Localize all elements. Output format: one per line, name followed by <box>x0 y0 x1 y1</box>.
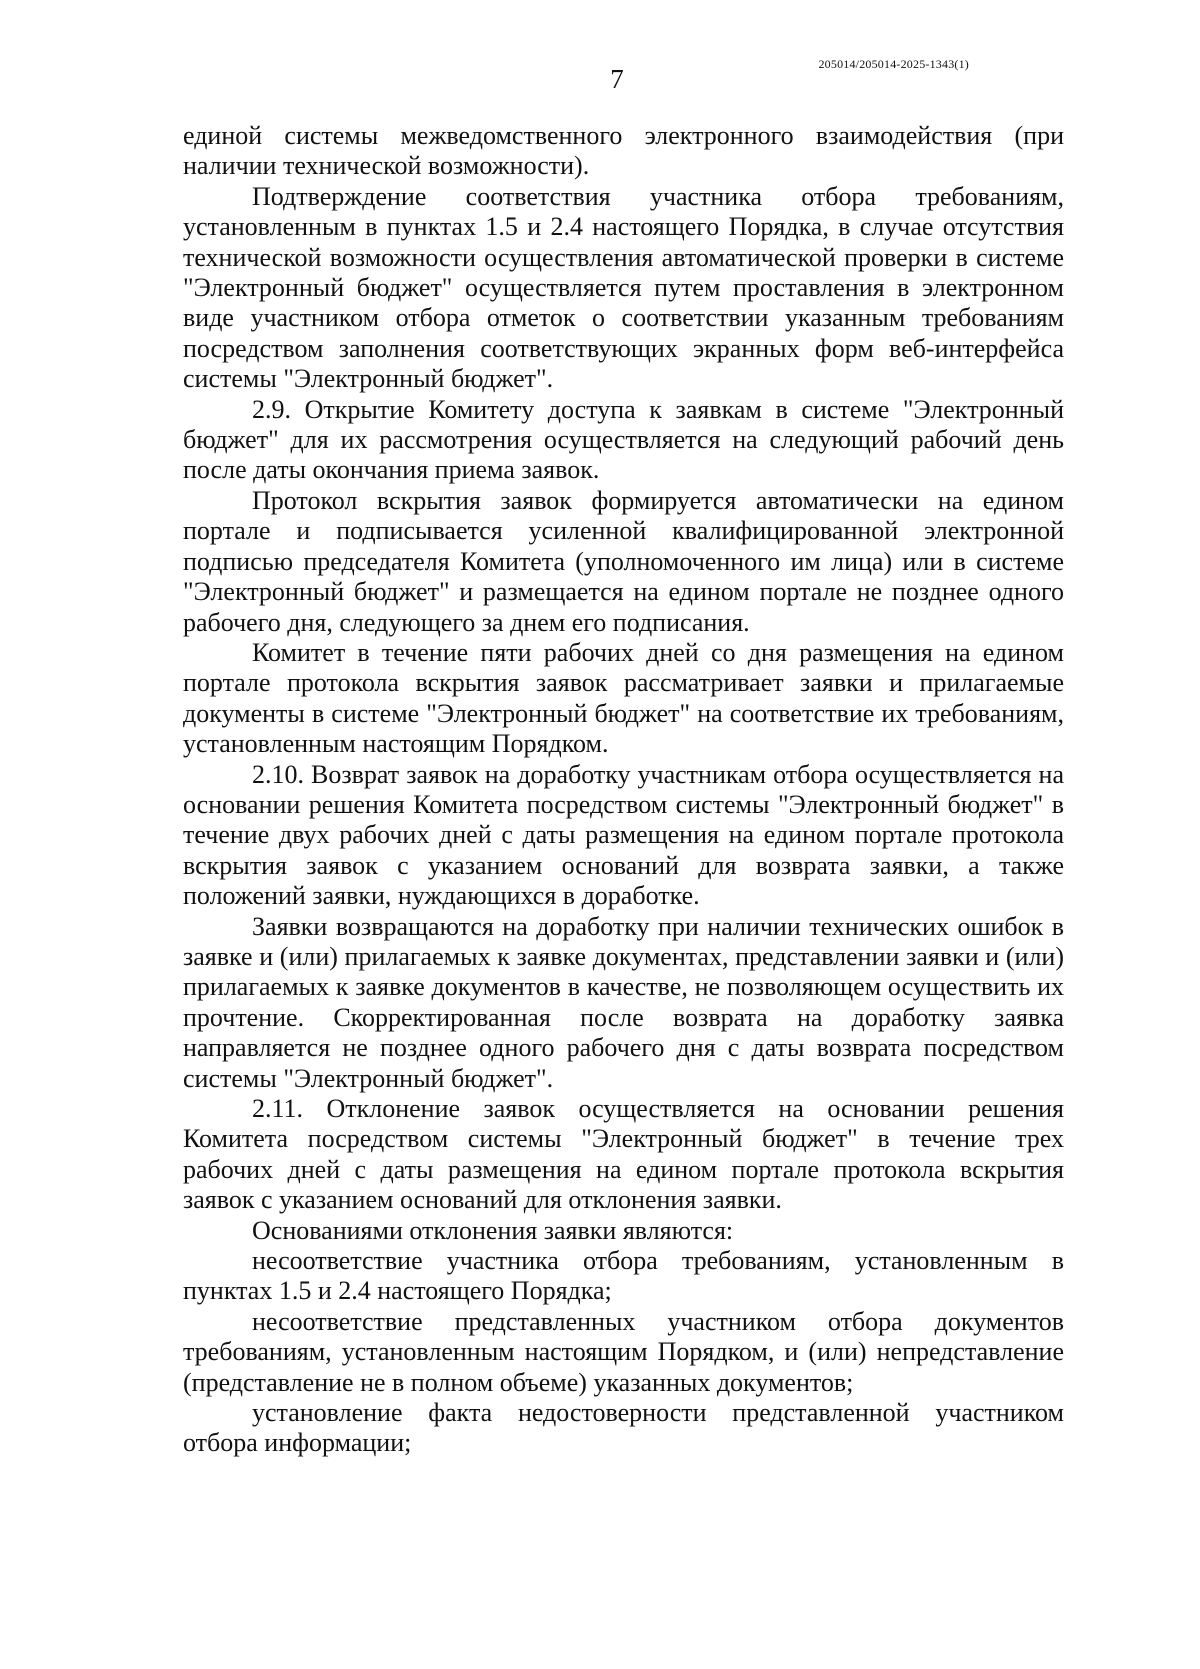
document-code: 205014/205014-2025-1343(1) <box>818 57 969 71</box>
paragraph: Комитет в течение пяти рабочих дней со дня размещения на едином портале протокола вскрытия заявок рассматривает заявки и прилагаемые документы в системе "Электронный бюджет" на соответствие их требованиям, установленным настоящим Порядком. <box>183 637 1064 759</box>
paragraph: Подтверждение соответствия участника отбора требованиям, установленным в пунктах 1.5 и 2.4 настоящего Порядка, в случае отсутствия технической возможности осуществления автоматической проверки в системе "Электронный бюджет" осуществляется путем проставления в электронном виде участником отбора отметок о соответствии указанным требованиям посредством заполнения соответствующих экранных форм веб-интерфейса системы "Электронный бюджет". <box>183 181 1064 394</box>
page-number: 7 <box>610 64 624 94</box>
paragraph-continued: единой системы межведомственного электронного взаимодействия (при наличии технической возможности). <box>183 121 1064 181</box>
rejection-ground-item: установление факта недостоверности представленной участником отбора информации; <box>183 1398 1064 1458</box>
paragraph-section-2-11: 2.11. Отклонение заявок осуществляется на основании решения Комитета посредством системы "Электронный бюджет" в течение трех рабочих дней с даты размещения на едином портале протокола вскрытия заявок с указанием оснований для отклонения заявки. <box>183 1094 1064 1215</box>
rejection-ground-item: несоответствие участника отбора требованиям, установленным в пунктах 1.5 и 2.4 настоящего Порядка; <box>183 1246 1064 1306</box>
paragraph: Основаниями отклонения заявки являются: <box>252 1215 734 1245</box>
document-body <box>183 121 1064 1459</box>
paragraph-section-2-10: 2.10. Возврат заявок на доработку участникам отбора осуществляется на основании решения Комитета посредством системы "Электронный бюджет" в течение двух рабочих дней с даты размещения на едином портале протокола вскрытия заявок с указанием оснований для возврата заявки, а также положений заявки, нуждающихся в доработке. <box>183 759 1064 911</box>
paragraph-section-2-9: 2.9. Открытие Комитету доступа к заявкам в системе "Электронный бюджет" для их рассмотрения осуществляется на следующий рабочий день после даты окончания приема заявок. <box>183 394 1064 485</box>
paragraph: Заявки возвращаются на доработку при наличии технических ошибок в заявке и (или) прилагаемых к заявке документах, представлении заявки и (или) прилагаемых к заявке документов в качестве, не позволяющем осуществить их прочтение. Скорректированная после возврата на доработку заявка направляется не позднее одного рабочего дня с даты возврата посредством системы "Электронный бюджет". <box>183 911 1064 1093</box>
paragraph: Протокол вскрытия заявок формируется автоматически на едином портале и подписывается усиленной квалифицированной электронной подписью председателя Комитета (уполномоченного им лица) или в системе "Электронный бюджет" и размещается на едином портале не позднее одного рабочего дня, следующего за днем его подписания. <box>183 485 1064 637</box>
rejection-ground-item: несоответствие представленных участником отбора документов требованиям, установленным настоящим Порядком, и (или) непредставление (представление не в полном объеме) указанных документов; <box>183 1306 1064 1397</box>
